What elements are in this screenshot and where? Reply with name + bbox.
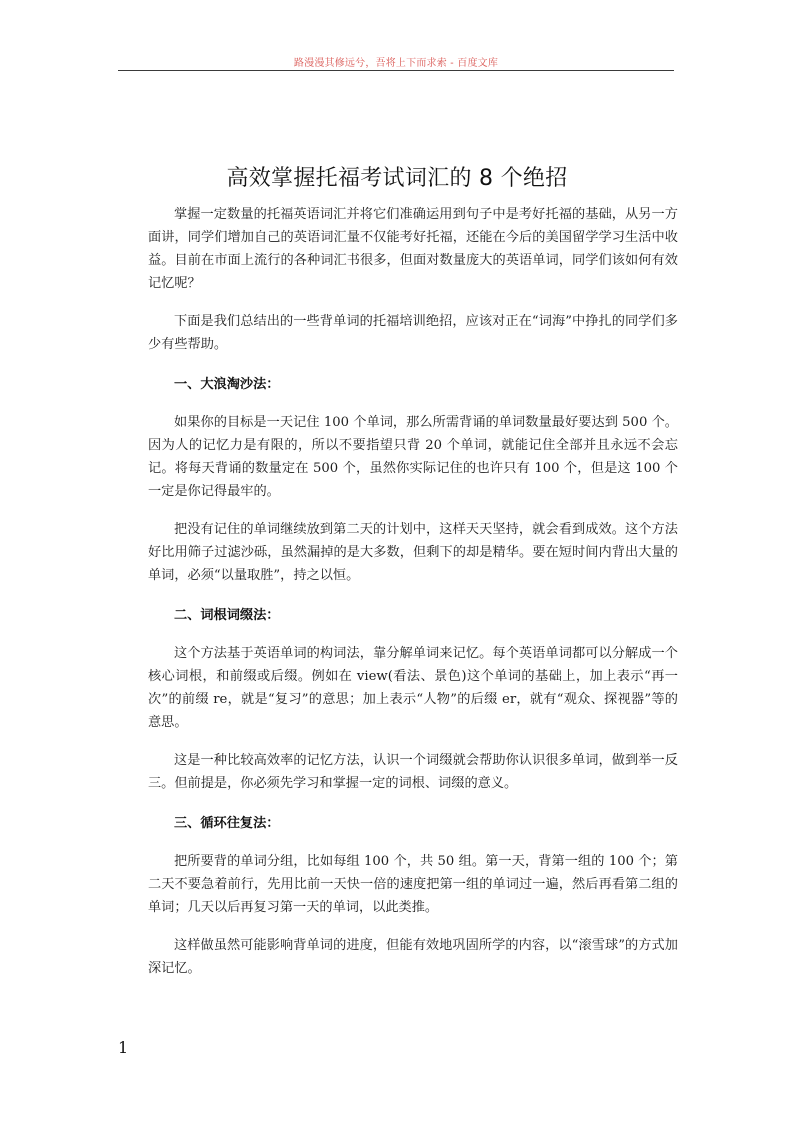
section-heading-2: 二、词根词缀法： xyxy=(174,608,280,623)
page-header-watermark: 路漫漫其修远兮，吾将上下而求索 - 百度文库 xyxy=(293,58,499,69)
document-body xyxy=(148,203,678,980)
intro-paragraph-1: 掌握一定数量的托福英语词汇并将它们准确运用到句子中是考好托福的基础，从另一方面讲，同学们增加自己的英语词汇量不仅能考好托福，还能在今后的美国留学学习生活中收益。目前在市面上流行的各种词汇书很多，但面对数量庞大的英语单词，同学们该如何有效记忆呢？ xyxy=(148,207,678,291)
section-2-paragraph-2: 这是一种比较高效率的记忆方法，认识一个词缀就会帮助你认识很多单词，做到举一反三。但前提是，你必须先学习和掌握一定的词根、词缀的意义。 xyxy=(148,753,678,791)
section-heading-1: 一、大浪淘沙法： xyxy=(174,377,280,392)
section-1-paragraph-2: 把没有记住的单词继续放到第二天的计划中，这样天天坚持，就会看到成效。这个方法好比用筛子过滤沙砾，虽然漏掉的是大多数，但剩下的却是精华。要在短时间内背出大量的单词，必须“以量取胜”，持之以恒。 xyxy=(148,522,678,583)
section-heading-3: 三、循环往复法： xyxy=(174,816,280,831)
section-3-paragraph-1: 把所要背的单词分组，比如每组 100 个，共 50 组。第一天，背第一组的 100 个；第二天不要急着前行，先用比前一天快一倍的速度把第一组的单词过一遍，然后再看第二组的单词；几天以后再复习第一天的单词，以此类推。 xyxy=(148,854,678,915)
header-divider xyxy=(118,70,674,71)
page-number: 1 xyxy=(118,1038,129,1057)
document-title: 高效掌握托福考试词汇的 8 个绝招 xyxy=(226,165,568,191)
section-3-paragraph-2: 这样做虽然可能影响背单词的进度，但能有效地巩固所学的内容，以“滚雪球”的方式加深记忆。 xyxy=(148,938,678,976)
section-2-paragraph-1: 这个方法基于英语单词的构词法，靠分解单词来记忆。每个英语单词都可以分解成一个核心词根，和前缀或后缀。例如在 view(看法、景色)这个单词的基础上，加上表示“再一次”的前缀 re，就是“复习”的意思；加上表示“人物”的后缀 er，就有“观众、探视器”等的意思。 xyxy=(148,646,678,730)
section-1-paragraph-1: 如果你的目标是一天记住 100 个单词，那么所需背诵的单词数量最好要达到 500 个。因为人的记忆力是有限的，所以不要指望只背 20 个单词，就能记住全部并且永远不会忘记。将每天背诵的数量定在 500 个，虽然你实际记住的也许只有 100 个，但是这 100 个一定是你记得最牢的。 xyxy=(148,415,678,499)
intro-paragraph-2: 下面是我们总结出的一些背单词的托福培训绝招，应该对正在“词海”中挣扎的同学们多少有些帮助。 xyxy=(148,314,678,352)
